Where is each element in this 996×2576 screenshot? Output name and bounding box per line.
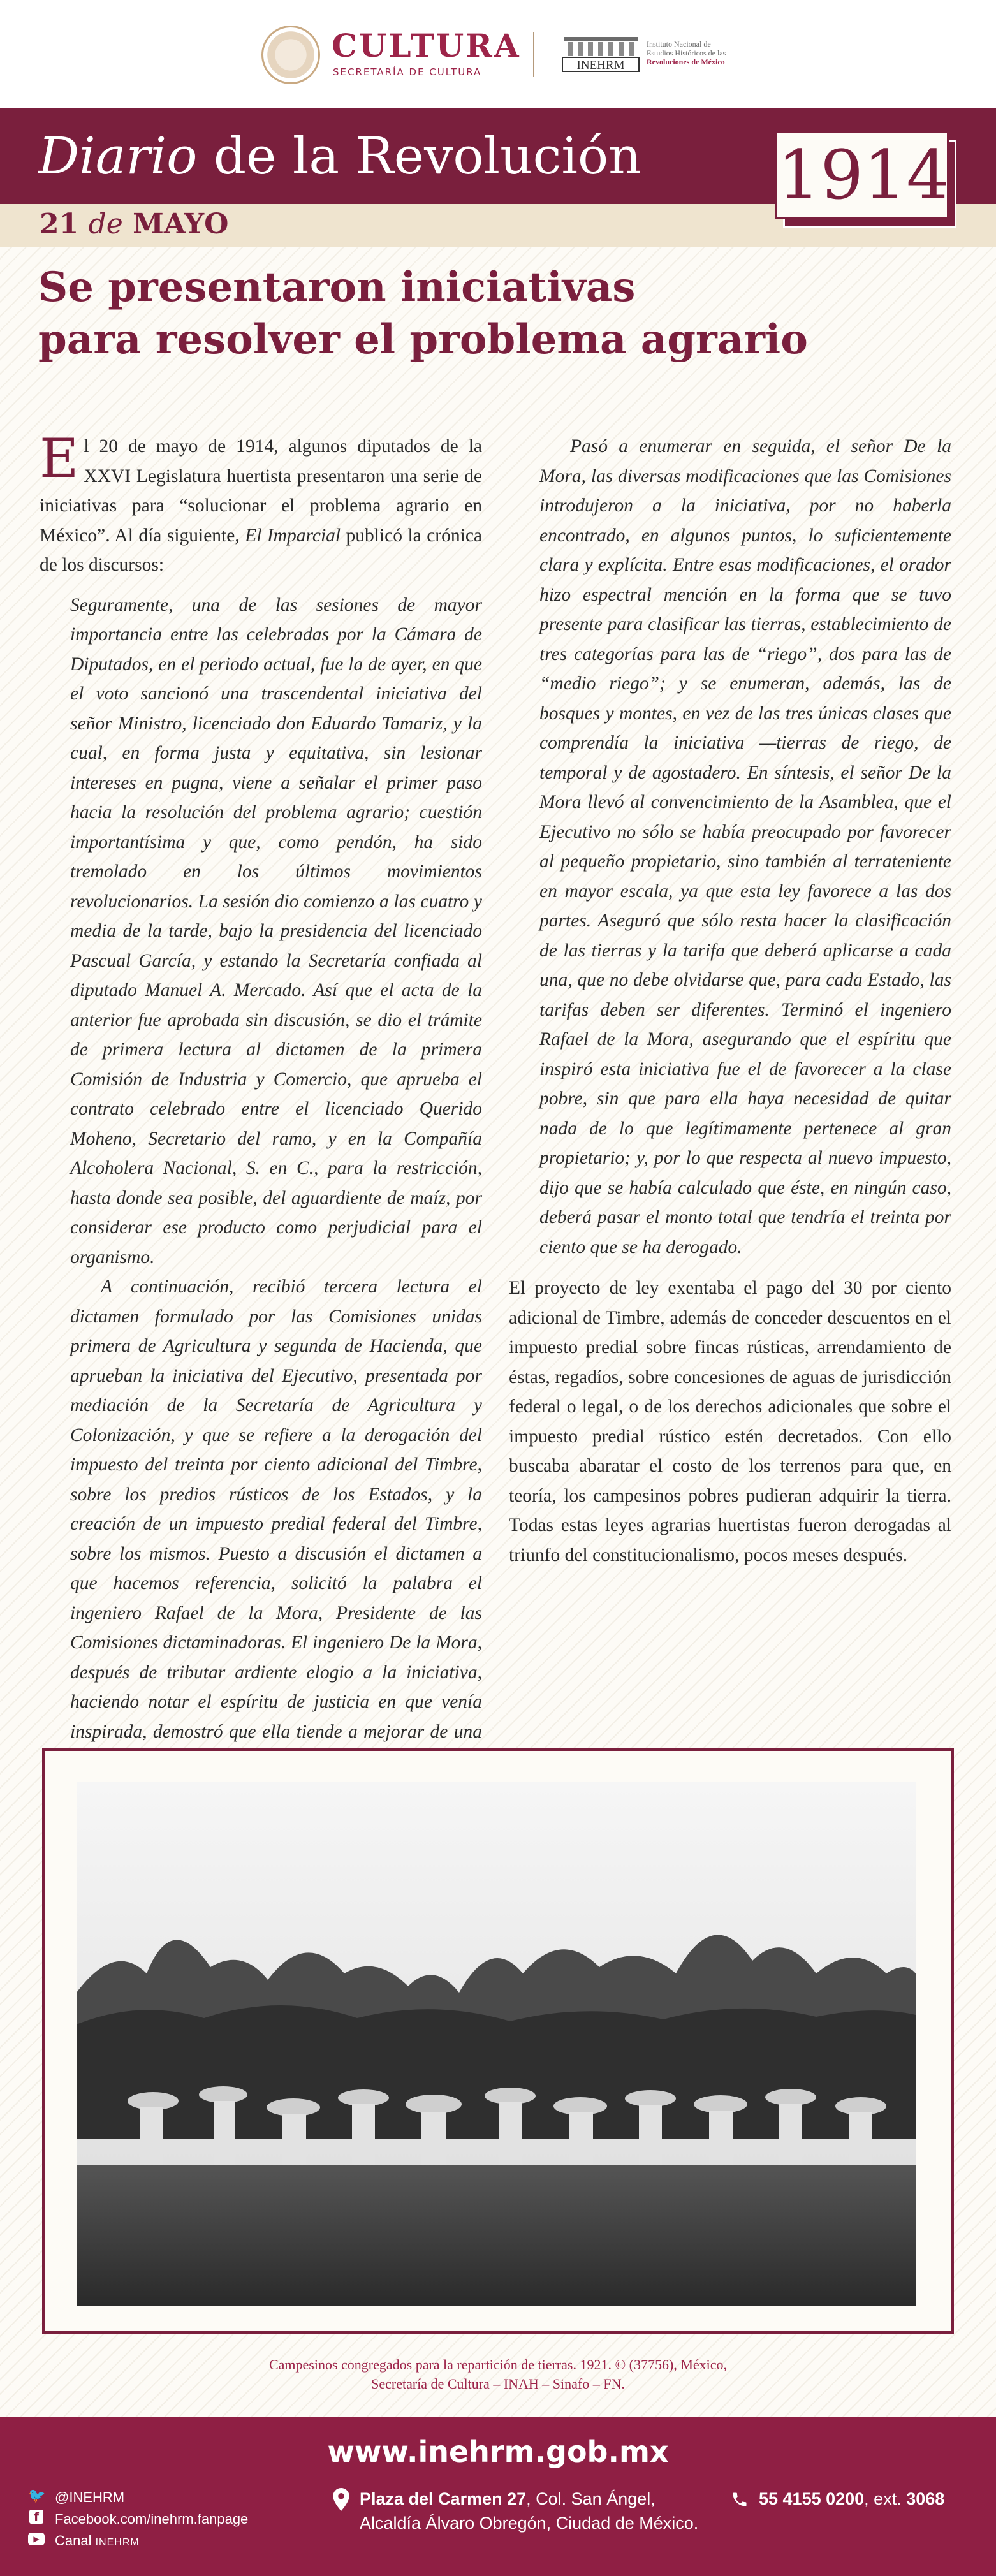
inehrm-name: INEHRM [576,59,625,72]
phone-number[interactable] [759,2489,944,2509]
year-box: 1914 [775,131,949,219]
article-column-left [40,427,483,1954]
address-line-1 [360,2489,655,2509]
intro-text-a: l 20 de mayo de 1914, algunos diputados de la XXVI Legislatura huertista presentaron una serie de iniciativas para “solucionar el problema agrario en México”. Al día siguiente, [40,436,482,546]
headline-line-1: Se presentaron iniciativas [38,263,636,311]
inehrm-line-2: Estudios Históricos de las [647,48,726,57]
drop-cap: E [40,427,79,490]
youtube-channel-name: INEHRM [95,2537,140,2548]
youtube-channel[interactable] [55,2533,140,2549]
intro-source: El Imparcial [245,525,341,546]
address-line-2: Alcaldía Álvaro Obregón, Ciudad de México. [360,2514,699,2533]
footer-website-link[interactable]: www.inehrm.gob.mx [327,2434,669,2469]
address-street: Plaza del Carmen 27 [360,2489,527,2508]
facebook-link[interactable]: Facebook.com/inehrm.fanpage [55,2511,249,2527]
date-day: 21 [40,208,79,240]
facebook-icon: f [29,2510,43,2524]
inehrm-fullname [647,40,726,66]
inehrm-line-3: Revoluciones de México [647,57,725,66]
inehrm-logo[interactable] [561,33,752,78]
youtube-channel-prefix: Canal [55,2533,96,2549]
caption-line-2: Secretaría de Cultura – INAH – Sinafo – FN. [371,2376,625,2392]
cultura-logo[interactable] [261,26,529,83]
diary-title-rest: de la Revolución [197,126,641,186]
logo-bar [0,0,996,108]
date-month: MAYO [133,208,229,240]
cultura-wordmark: CULTURA [332,27,521,64]
location-pin-icon [333,2488,349,2511]
article-column-right [509,432,951,1570]
inehrm-building-icon [561,33,640,73]
phone-icon [731,2491,749,2508]
logo-divider [533,32,534,77]
diary-title [38,126,641,186]
cultura-seal-icon [261,26,320,84]
phone-main: 55 4155 0200 [759,2489,865,2508]
quote-block-right [509,432,951,1262]
twitter-handle[interactable]: @INEHRM [55,2489,125,2505]
youtube-icon: ▶ [28,2533,45,2545]
twitter-icon: 🐦 [28,2488,46,2504]
article-closing: El proyecto de ley exentaba el pago del 30 por ciento adicional de Timbre, además de conceder descuentos en el impuesto predial sobre fincas rústicas, arrendamiento de éstas, regadíos, sobre concesiones de aguas de jurisdicción federal o legal, o de los derechos adicionales que sobre el impuesto predial rústico estén decretados. Con ello buscaba abaratar el costo de los terrenos para que, en teoría, los campesinos pobres pudieran adquirir la tierra. Todas estas leyes agrarias huertistas fueron derogadas al triunfo del constitucionalismo, pocos meses después. [509,1278,951,1565]
headline [38,261,808,366]
intro-text-b: publicó la crónica de los discursos: [40,525,483,575]
historical-photo [77,1782,916,2306]
phone-ext-number: 3068 [906,2489,945,2508]
headline-line-2: para resolver el problema agrario [38,316,808,363]
caption-line-1: Campesinos congregados para la repartición de tierras. 1921. © (37756), México, [268,2357,728,2373]
inehrm-line-1: Instituto Nacional de [647,40,711,48]
article-intro [40,427,483,580]
quote-paragraph-3: Pasó a enumerar en seguida, el señor De la Mora, las diversas modificaciones que las Comisiones introdujeron a la iniciativa, por no haberla encontrado, en algunos puntos, lo suficientemente clara y explícita. Entre esas modificaciones, el orador hizo espectral mención en la forma que se tuvo presente para clasificar las tierras, establecimiento de tres categorías para las de “riego”, dos para las de “medio riego”; y se enumeran, además, las de bosques y montes, en vez de las tres únicas clases que comprendía la iniciativa —tierras de riego, de temporal y de agostadero. En síntesis, el señor De la Mora llevó al convencimiento de la Asamblea, que el Ejecutivo no sólo se había preocupado por favorecer al pequeño propietario, sino también al terrateniente en mayor escala, ya que esta ley favorece a las dos partes. Aseguró que sólo resta hacer la clasificación de las tierras y la tarifa que deberá aplicarse a cada una, que no debe olvidarse que, para cada Estado, las tarifas deben ser diferentes. Terminó el ingeniero Rafael de la Mora, asegurando que el espíritu que inspiró esta iniciativa fue el de favorecer a la clase pobre, sin que para ella haya necesidad de quitar nada de lo que legítimamente pertenece al gran propietario; y, por lo que respecta al nuevo impuesto, dijo que se había calculado que éste, en ningún caso, deberá pasar el monto total que tendría el treinta por ciento que se ha derogado. [539,436,951,1257]
diary-title-italic: Diario [38,126,198,186]
cultura-subtitle: SECRETARÍA DE CULTURA [333,66,482,78]
date-de: de [88,208,123,240]
phone-ext-label: , ext. [864,2489,907,2508]
photo-caption [191,2355,805,2394]
quote-paragraph-1: Seguramente, una de las sesiones de mayor importancia entre las celebradas por la Cámara de Diputados, en el periodo actual, fue la de ayer, en que el voto sancionó una trascendental iniciativa del señor Ministro, licenciado don Eduardo Tamariz, y la cual, en forma justa y equitativa, sin lesionar intereses en pugna, viene a señalar el primer paso hacia la resolución del problema agrario; cuestión importantísima y que, como pendón, ha sido tremolado en los últimos movimientos revolucionarios. La sesión dio comienzo a las cuatro y media de la tarde, bajo la presidencia del licenciado Pascual García, y estando la Secretaría confiada al diputado Manuel A. Mercado. Así que el acta de la anterior fue aprobada sin discusión, se dio el trámite de primera lectura al dictamen de la primera Comisión de Industria y Comercio, que aprueba el contrato celebrado entre el licenciado Querido Moheno, Secretario del ramo, y en la Compañía Alcoholera Nacional, S. en C., para la restricción, hasta donde sea posible, del aguardiente de maíz, por considerar ese producto como perjudicial para el organismo. [70,594,482,1268]
date-line [40,208,229,240]
address-neighborhood: , Col. San Ángel, [526,2489,655,2508]
quote-paragraph-2: A continuación, recibió tercera lectura el dictamen formulado por las Comisiones unidas primera de Agricultura y segunda de Hacienda, que aprueban la iniciativa del Ejecutivo, presentada por mediación de la Secretaría de Agricultura y Colonización, y que se refiere a la derogación del impuesto del treinta por ciento adicional del Timbre, sobre los predios rústicos de los Estados, y la creación de un impuesto predial federal del Timbre, sobre los mismos. Puesto a discusión el dictamen a que hacemos referencia, solicitó la palabra el ingeniero Rafael de la Mora, Presidente de las Comisiones dictaminadoras. El ingeniero De la Mora, después de tributar ardiente elogio a la iniciativa, haciendo notar el espíritu de justicia en que venía inspirada, demostró que ella tiende a mejorar de una [70,1277,482,1742]
